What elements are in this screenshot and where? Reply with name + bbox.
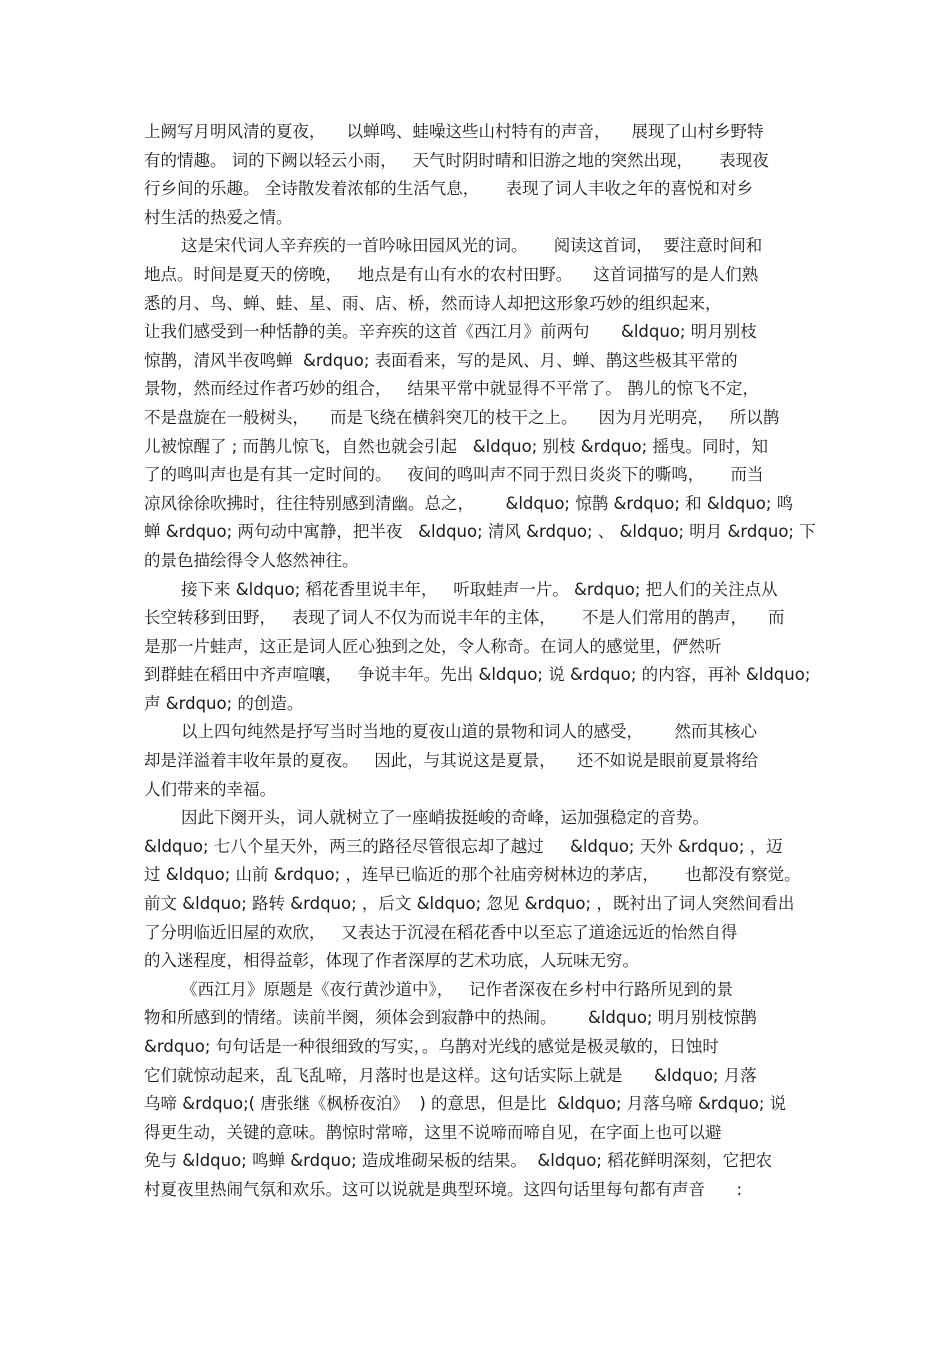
text-line: 村生活的热爱之情。 bbox=[144, 207, 293, 227]
paragraph bbox=[144, 576, 824, 719]
text-line: 这是宋代词人辛弃疾的一首吟咏田园风光的词。 阅读这首词， 要注意时间和 bbox=[181, 236, 763, 256]
text-line: 景物，然而经过作者巧妙的组合， 结果平常中就显得不平常了。 鹊儿的惊飞不定， bbox=[144, 379, 759, 399]
text-line: 的景色描绘得令人悠然神往。 bbox=[144, 550, 359, 570]
text-line: 不是盘旋在一般树头， 而是飞绕在横斜突兀的枝干之上。 因为月光明亮， 所以鹊 bbox=[144, 407, 780, 427]
text-line: 过 &ldquo; 山前 &rdquo; ，连早已临近的那个社庙旁树林边的茅店， 也都没有察觉。 bbox=[144, 865, 801, 885]
text-line: 凉风徐徐吹拂时，往往特别感到清幽。总之， &ldquo; 惊鹊 &rdquo; 和 &ldquo; 鸣 bbox=[144, 493, 794, 513]
text-line: 蝉 &rdquo; 两句动中寓静，把半夜 &ldquo; 清风 &rdquo; 、 &ldquo; 明月 &rdquo; 下 bbox=[144, 522, 816, 542]
text-line: 惊鹊，清风半夜鸣蝉 &rdquo; 表面看来，写的是风、月、蝉、鹊这些极其平常的 bbox=[144, 350, 738, 370]
text-line: 得更生动，关键的意味。鹊惊时常啼，这里不说啼而啼自见，在字面上也可以避 bbox=[144, 1122, 722, 1142]
text-line: 它们就惊动起来，乱飞乱啼，月落时也是这样。这句话实际上就是 &ldquo; 月落 bbox=[144, 1065, 757, 1085]
paragraph bbox=[144, 718, 824, 804]
text-line: 村夏夜里热闹气氛和欢乐。这可以说就是典型环境。这四句话里每句都有声音 : bbox=[144, 1179, 743, 1199]
text-line: &rdquo; 句句话是一种很细致的写实，。乌鹊对光线的感觉是极灵敏的，日蚀时 bbox=[144, 1037, 719, 1056]
text-line: 儿被惊醒了 ; 而鹊儿惊飞，自然也就会引起 &ldquo; 别枝 &rdquo; 摇曳。同时，知 bbox=[144, 436, 768, 456]
text-line: 的入迷程度，相得益彰，体现了作者深厚的艺术功底，人玩味无穷。 bbox=[144, 951, 639, 971]
text-line: 悉的月、鸟、蝉、蛙、星、雨、店、桥，然而诗人却把这形象巧妙的组织起来， bbox=[144, 293, 722, 313]
text-line: 上阙写月明风清的夏夜， 以蝉鸣、蛙噪这些山村特有的声音， 展现了山村乡野特 bbox=[144, 122, 764, 141]
text-line: 接下来 &ldquo; 稻花香里说丰年， 听取蛙声一片。 &rdquo; 把人们的关注点从 bbox=[181, 579, 778, 599]
text-line: &ldquo; 七八个星天外，两三的路径尽管很忘却了越过 &ldquo; 天外 &rdquo; ，迈 bbox=[144, 836, 783, 856]
text-line: 却是洋溢着丰收年景的夏夜。 因此，与其说这是夏景， 还不如说是眼前夏景将给 bbox=[144, 751, 759, 771]
text-line: 了分明临近旧屋的欢欣， 又表达于沉浸在稻花香中以至忘了道途远近的怡然自得 bbox=[144, 922, 738, 942]
text-line: 长空转移到田野， 表现了词人不仅为而说丰年的主体， 不是人们常用的鹊声， 而 bbox=[144, 608, 785, 628]
text-line: 人们带来的幸福。 bbox=[144, 779, 276, 799]
text-line: 《西江月》原题是《夜行黄沙道中》， 记作者深夜在乡村中行路所见到的景 bbox=[181, 979, 733, 999]
text-line: 免与 &ldquo; 鸣蝉 &rdquo; 造成堆砌呆板的结果。 &ldquo; 稻花鲜明深刻，它把农 bbox=[144, 1151, 773, 1171]
text-line: 让我们感受到一种恬静的美。辛弃疾的这首《西江月》前两句 &ldquo; 明月别枝 bbox=[144, 322, 757, 342]
text-line: 因此下阕开头，词人就树立了一座峭拔挺峻的奇峰，运加强稳定的音势。 bbox=[181, 808, 709, 828]
text-line: 声 &rdquo; 的创造。 bbox=[144, 693, 304, 713]
document-body bbox=[144, 118, 824, 1205]
text-line: 到群蛙在稻田中齐声喧嚷， 争说丰年。先出 &ldquo; 说 &rdquo; 的内容，再补 &ldquo; bbox=[144, 665, 811, 685]
text-line: 行乡间的乐趣。 全诗散发着浓郁的生活气息， 表现了词人丰收之年的喜悦和对乡 bbox=[144, 179, 753, 199]
text-line: 前文 &ldquo; 路转 &rdquo; ，后文 &ldquo; 忽见 &rdquo; ，既衬出了词人突然间看出 bbox=[144, 894, 795, 914]
text-line: 有的情趣。 词的下阙以轻云小雨， 天气时阴时晴和旧游之地的突然出现， 表现夜 bbox=[144, 150, 769, 170]
text-line: 物和所感到的情绪。读前半阕，须体会到寂静中的热闹。 &ldquo; 明月别枝惊鹊 bbox=[144, 1008, 757, 1028]
paragraph bbox=[144, 804, 824, 976]
text-line: 以上四句纯然是抒写当时当地的夏夜山道的景物和词人的感受， 然而其核心 bbox=[181, 722, 757, 742]
paragraph bbox=[144, 232, 824, 575]
text-line: 了的鸣叫声也是有其一定时间的。 夜间的鸣叫声不同于烈日炎炎下的嘶鸣， 而当 bbox=[144, 465, 764, 485]
text-line: 地点。时间是夏天的傍晚， 地点是有山有水的农村田野。 这首词描写的是人们熟 bbox=[144, 264, 759, 284]
text-line: 是那一片蛙声，这正是词人匠心独到之处，令人称奇。在词人的感觉里，俨然听 bbox=[144, 636, 722, 656]
paragraph bbox=[144, 118, 824, 232]
paragraph bbox=[144, 976, 824, 1205]
text-line: 乌啼 &rdquo;( 唐张继《枫桥夜泊》 ) 的意思，但是比 &ldquo; 月落乌啼 &rdquo; 说 bbox=[144, 1094, 787, 1114]
